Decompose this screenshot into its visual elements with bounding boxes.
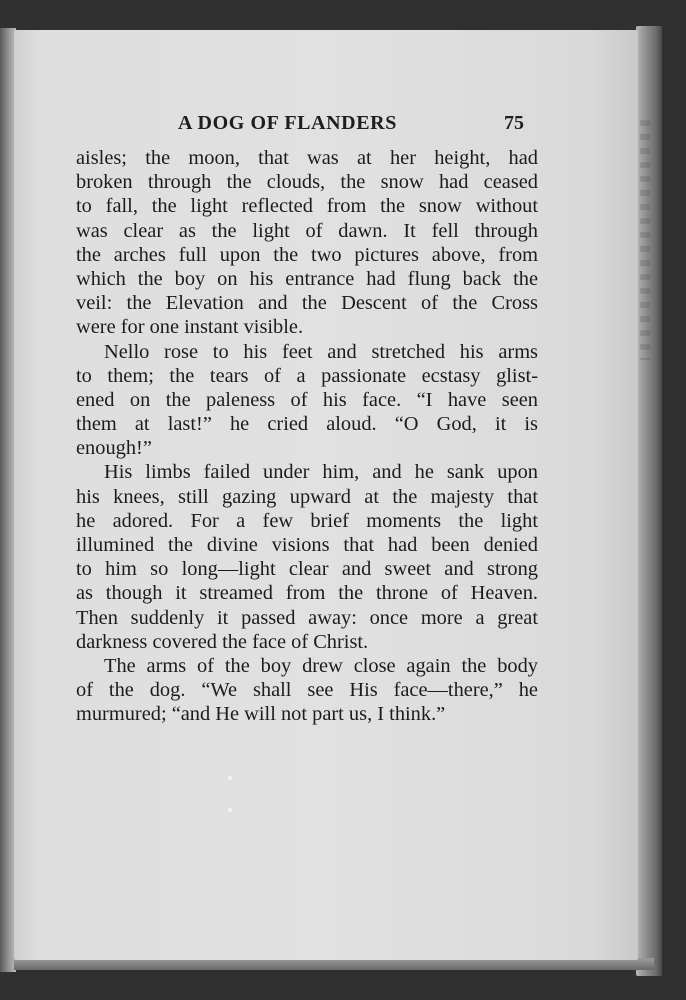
paper-speck: [228, 776, 232, 780]
text-line: murmured; “and He will not part us, I think.”: [76, 703, 446, 726]
book-page: [14, 30, 638, 960]
text-line: darkness covered the face of Christ.: [76, 630, 369, 653]
text-line: illumined the divine visions that had been denied: [76, 534, 538, 556]
body-text: [76, 146, 538, 727]
running-title: A DOG OF FLANDERS: [178, 112, 397, 134]
text-line: The arms of the boy drew close again the body: [104, 654, 538, 677]
text-line: veil: the Elevation and the Descent of the Cross: [76, 292, 538, 315]
text-line: of the dog. “We shall see His face—there,” he: [76, 679, 538, 702]
text-line: enough!”: [76, 437, 152, 460]
text-line: ened on the paleness of his face. “I have seen: [76, 388, 538, 411]
page-number: 75: [504, 112, 524, 134]
text-line: was clear as the light of dawn. It fell through: [76, 219, 538, 242]
text-line: which the boy on his entrance had flung back the: [76, 267, 538, 290]
text-line: to him so long—light clear and sweet and strong: [76, 558, 538, 581]
text-line: Then suddenly it passed away: once more a great: [76, 606, 538, 629]
paper-speck: [228, 808, 232, 812]
text-line: them at last!” he cried aloud. “O God, it is: [76, 413, 538, 436]
text-line: His limbs failed under him, and he sank upon: [104, 461, 538, 484]
text-line: as though it streamed from the throne of Heaven.: [76, 582, 538, 605]
text-line: broken through the clouds, the snow had ceased: [76, 171, 538, 194]
text-line: to them; the tears of a passionate ecstasy glist-: [76, 364, 538, 387]
text-line: to fall, the light reflected from the snow without: [76, 195, 538, 218]
margin-pencil-marks: [640, 120, 650, 360]
text-line: the arches full upon the two pictures above, from: [76, 243, 538, 266]
text-line: his knees, still gazing upward at the majesty that: [76, 485, 538, 508]
text-line: he adored. For a few brief moments the light: [76, 509, 538, 532]
text-line: Nello rose to his feet and stretched his arms: [104, 340, 538, 363]
text-line: aisles; the moon, that was at her height, had: [76, 147, 538, 169]
text-line: were for one instant visible.: [76, 316, 304, 339]
